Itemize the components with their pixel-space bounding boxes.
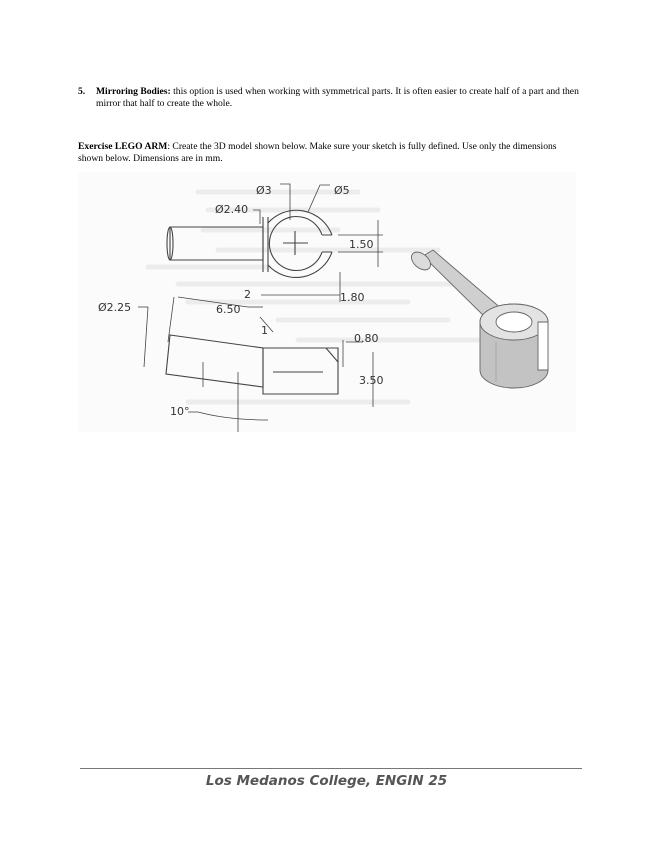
dim-diameter-2-40: Ø2.40 <box>215 203 249 216</box>
dim-diameter-5: Ø5 <box>334 184 350 197</box>
item-5-paragraph <box>78 86 583 110</box>
dim-6-50: 6.50 <box>216 303 241 316</box>
item-term: Mirroring Bodies: <box>96 86 171 97</box>
lego-arm-figure <box>78 172 576 432</box>
dim-1: 1 <box>261 324 268 337</box>
dim-diameter-2-25: Ø2.25 <box>98 301 132 314</box>
lego-arm-drawing <box>78 172 576 432</box>
item-number: 5. <box>78 86 86 97</box>
exercise-paragraph <box>78 141 583 165</box>
footer-rule <box>80 768 582 769</box>
dim-1-50: 1.50 <box>349 238 374 251</box>
dimension-lines <box>138 184 383 432</box>
dim-10-degrees: 10° <box>170 405 190 418</box>
exercise-text: : Create the 3D model shown below. Make sure your sketch is fully defined. Use only the dimensions shown below. Dimensions are in mm. <box>78 141 557 164</box>
side-view-sketch <box>166 335 338 394</box>
dim-diameter-3: Ø3 <box>256 184 272 197</box>
dim-1-80: 1.80 <box>340 291 365 304</box>
dim-3-50: 3.50 <box>359 374 384 387</box>
dim-2: 2 <box>244 288 251 301</box>
footer-text: Los Medanos College, ENGIN 25 <box>205 773 448 789</box>
background-ghost-text <box>148 192 478 402</box>
exercise-label: Exercise LEGO ARM <box>78 141 168 152</box>
item-text: this option is used when working with symmetrical parts. It is often easier to create half of a part and then mirror that half to create the whole. <box>96 86 579 109</box>
dim-0-80: 0.80 <box>354 332 379 345</box>
